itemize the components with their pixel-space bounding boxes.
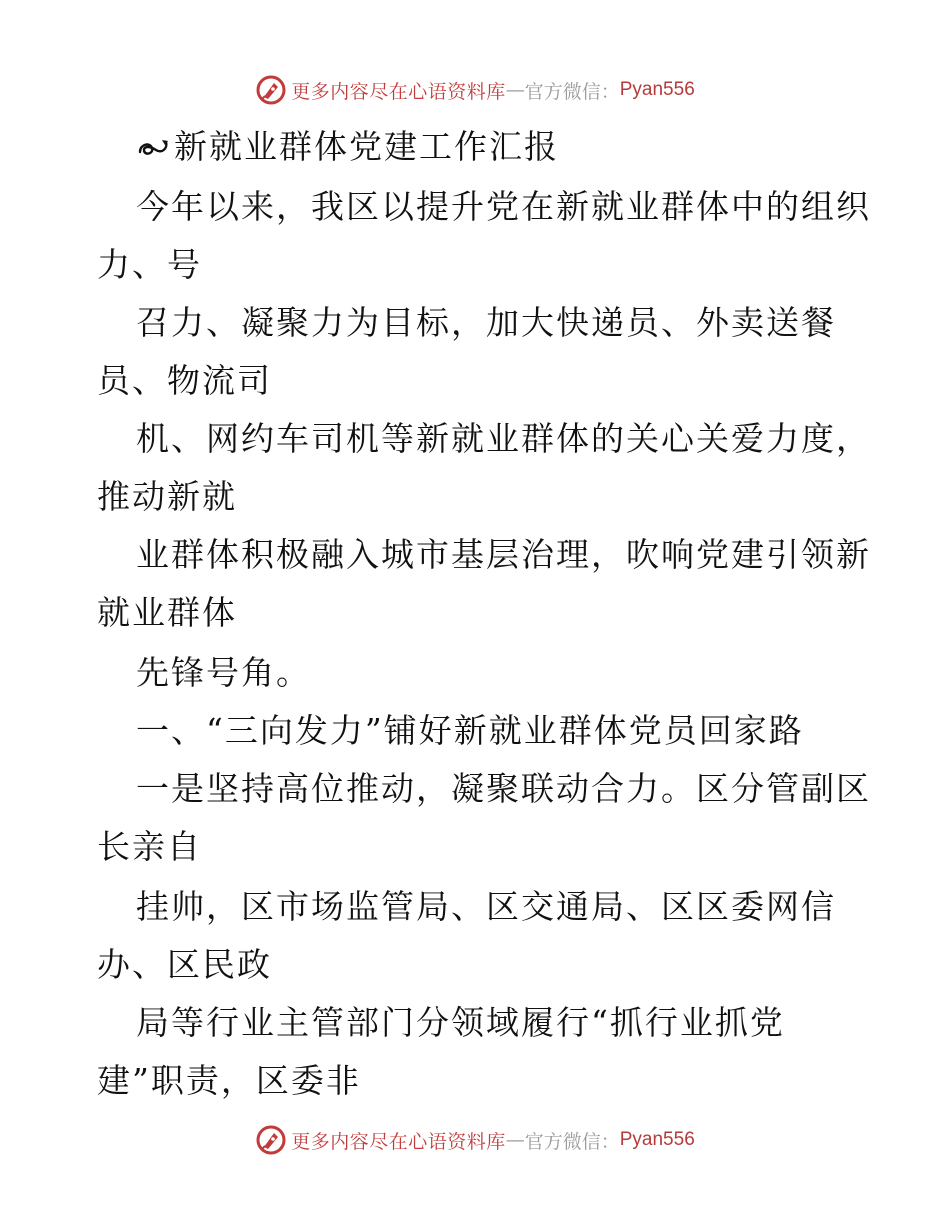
paragraph-line: 挂帅，区市场监管局、区交通局、区区委网信: [136, 887, 836, 926]
pen-nib-circle-icon: [255, 74, 287, 106]
paragraph-line: 办、区民政: [97, 945, 272, 984]
page-title: 新就业群体党建工作汇报: [174, 127, 559, 166]
paragraph-line: 召力、凝聚力为目标，加大快递员、外卖送餐: [136, 303, 836, 342]
paragraph-line: 建”职责，区委非: [97, 1061, 361, 1100]
footer-watermark: [0, 1120, 950, 1160]
paragraph-line: 业群体积极融入城市基层治理，吹响党建引领新: [136, 535, 871, 574]
watermark-wechat-id: Pyan556: [619, 1129, 695, 1150]
watermark-wechat-label: 官方微信：: [524, 80, 620, 103]
watermark-text: 更多内容尽在心语资料库: [291, 80, 506, 103]
paragraph-line: 就业群体: [97, 593, 237, 632]
paragraph-line: 员、物流司: [97, 361, 272, 400]
paragraph-line: 机、网约车司机等新就业群体的关心关爱力度，: [136, 419, 871, 458]
header-watermark: [0, 70, 950, 110]
paragraph-line: 先锋号角。: [136, 653, 311, 692]
watermark-separator: —: [505, 79, 525, 101]
pen-nib-circle-icon: [255, 1124, 287, 1156]
document-title: [136, 127, 559, 167]
watermark-separator: —: [505, 1129, 525, 1151]
flourish-bullet-icon: [136, 132, 172, 162]
paragraph-line: 长亲自: [97, 827, 202, 866]
paragraph-line: 一是坚持高位推动，凝聚联动合力。区分管副区: [136, 769, 871, 808]
paragraph-line: 局等行业主管部门分领域履行“抓行业抓党: [136, 1003, 785, 1042]
paragraph-line: 推动新就: [97, 477, 237, 516]
watermark-wechat-id: Pyan556: [619, 79, 695, 100]
watermark-text: 更多内容尽在心语资料库: [291, 1130, 506, 1153]
paragraph-line: 今年以来，我区以提升党在新就业群体中的组织: [136, 187, 871, 226]
watermark-wechat-label: 官方微信：: [524, 1130, 620, 1153]
paragraph-line: 力、号: [97, 245, 202, 284]
section-heading: 一、“三向发力”铺好新就业群体党员回家路: [136, 711, 804, 750]
